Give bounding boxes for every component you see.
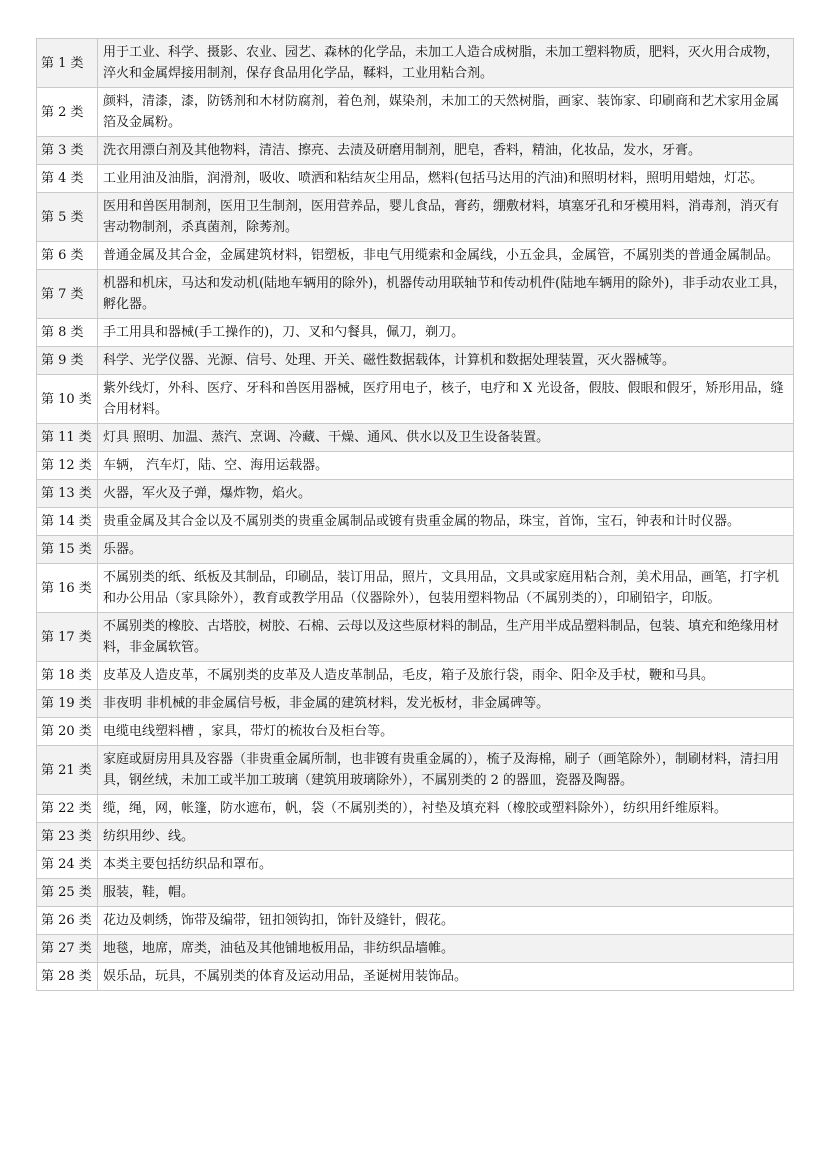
class-description: 洗衣用漂白剂及其他物料，清洁、擦亮、去渍及研磨用制剂，肥皂，香料，精油，化妆品，发水，牙膏。 (98, 137, 794, 165)
class-description: 手工用具和器械(手工操作的)，刀、叉和勺餐具，佩刀，剃刀。 (98, 319, 794, 347)
class-description: 娱乐品，玩具，不属别类的体育及运动用品，圣诞树用装饰品。 (98, 963, 794, 991)
table-row (37, 193, 794, 242)
class-number: 第 9 类 (37, 347, 98, 375)
table-row (37, 452, 794, 480)
table-row (37, 165, 794, 193)
class-number: 第 11 类 (37, 424, 98, 452)
class-description: 普通金属及其合金，金属建筑材料，铝塑板，非电气用缆索和金属线，小五金具，金属管，不属别类的普通金属制品。 (98, 242, 794, 270)
table-row (37, 690, 794, 718)
class-description: 紫外线灯，外科、医疗、牙科和兽医用器械，医疗用电子，核子，电疗和 X 光设备，假肢、假眼和假牙，矫形用品，缝合用材料。 (98, 375, 794, 424)
class-number: 第 4 类 (37, 165, 98, 193)
class-number: 第 10 类 (37, 375, 98, 424)
class-number: 第 7 类 (37, 270, 98, 319)
class-description: 火器，军火及子弹，爆炸物，焰火。 (98, 480, 794, 508)
table-row (37, 319, 794, 347)
class-description: 颜料，清漆，漆，防锈剂和木材防腐剂，着色剂，媒染剂，未加工的天然树脂，画家、装饰家、印刷商和艺术家用金属箔及金属粉。 (98, 88, 794, 137)
table-row (37, 242, 794, 270)
class-number: 第 18 类 (37, 662, 98, 690)
table-row (37, 508, 794, 536)
class-description: 不属别类的纸、纸板及其制品，印刷品，装订用品，照片，文具用品，文具或家庭用粘合剂，美术用品，画笔，打字机和办公用品（家具除外），教育或教学用品（仪器除外），包装用塑料物品（不属别类的），印刷铅字，印版。 (98, 564, 794, 613)
class-description: 非夜明 非机械的非金属信号板，非金属的建筑材料，发光板材，非金属碑等。 (98, 690, 794, 718)
table-row (37, 39, 794, 88)
class-description: 机器和机床，马达和发动机(陆地车辆用的除外)，机器传动用联轴节和传动机件(陆地车辆用的除外)，非手动农业工具，孵化器。 (98, 270, 794, 319)
trademark-class-table (36, 38, 794, 991)
table-row (37, 480, 794, 508)
class-description: 缆，绳，网，帐篷，防水遮布，帆，袋（不属别类的），衬垫及填充料（橡胶或塑料除外），纺织用纤维原料。 (98, 795, 794, 823)
class-description: 工业用油及油脂，润滑剂，吸收、喷洒和粘结灰尘用品，燃料(包括马达用的汽油)和照明材料，照明用蜡烛，灯芯。 (98, 165, 794, 193)
class-number: 第 1 类 (37, 39, 98, 88)
class-description: 花边及刺绣，饰带及编带，钮扣领钩扣，饰针及缝针，假花。 (98, 907, 794, 935)
class-number: 第 8 类 (37, 319, 98, 347)
class-number: 第 17 类 (37, 613, 98, 662)
table-row (37, 137, 794, 165)
class-number: 第 2 类 (37, 88, 98, 137)
table-body (37, 39, 794, 991)
table-row (37, 662, 794, 690)
class-description: 乐器。 (98, 536, 794, 564)
table-row (37, 879, 794, 907)
table-row (37, 347, 794, 375)
class-description: 车辆， 汽车灯，陆、空、海用运载器。 (98, 452, 794, 480)
class-description: 不属别类的橡胶、古塔胶，树胶、石棉、云母以及这些原材料的制品，生产用半成品塑料制品，包装、填充和绝缘用材料，非金属软管。 (98, 613, 794, 662)
table-row (37, 907, 794, 935)
table-row (37, 564, 794, 613)
table-row (37, 963, 794, 991)
class-description: 灯具 照明、加温、蒸汽、烹调、冷藏、干燥、通风、供水以及卫生设备装置。 (98, 424, 794, 452)
class-description: 本类主要包括纺织品和罩布。 (98, 851, 794, 879)
class-number: 第 6 类 (37, 242, 98, 270)
class-description: 科学、光学仪器、光源、信号、处理、开关、磁性数据载体，计算机和数据处理装置，灭火器械等。 (98, 347, 794, 375)
class-description: 纺织用纱、线。 (98, 823, 794, 851)
table-row (37, 851, 794, 879)
class-number: 第 15 类 (37, 536, 98, 564)
table-row (37, 718, 794, 746)
class-description: 地毯，地席，席类，油毡及其他铺地板用品，非纺织品墙帷。 (98, 935, 794, 963)
table-row (37, 935, 794, 963)
class-number: 第 19 类 (37, 690, 98, 718)
class-description: 皮革及人造皮革，不属别类的皮革及人造皮革制品，毛皮，箱子及旅行袋，雨伞、阳伞及手杖，鞭和马具。 (98, 662, 794, 690)
class-description: 服装，鞋，帽。 (98, 879, 794, 907)
class-number: 第 16 类 (37, 564, 98, 613)
table-row (37, 613, 794, 662)
class-description: 贵重金属及其合金以及不属别类的贵重金属制品或镀有贵重金属的物品，珠宝，首饰，宝石，钟表和计时仪器。 (98, 508, 794, 536)
class-number: 第 27 类 (37, 935, 98, 963)
table-row (37, 270, 794, 319)
class-number: 第 23 类 (37, 823, 98, 851)
class-number: 第 25 类 (37, 879, 98, 907)
class-number: 第 5 类 (37, 193, 98, 242)
class-number: 第 3 类 (37, 137, 98, 165)
table-row (37, 823, 794, 851)
class-description: 医用和兽医用制剂，医用卫生制剂，医用营养品，婴儿食品，膏药，绷敷材料，填塞牙孔和牙模用料，消毒剂，消灭有害动物制剂，杀真菌剂，除莠剂。 (98, 193, 794, 242)
table-row (37, 375, 794, 424)
class-description: 家庭或厨房用具及容器（非贵重金属所制，也非镀有贵重金属的），梳子及海棉，刷子（画笔除外），制刷材料，清扫用具，钢丝绒，未加工或半加工玻璃（建筑用玻璃除外），不属别类的 2 的器皿，瓷器及陶器。 (98, 746, 794, 795)
class-number: 第 21 类 (37, 746, 98, 795)
table-row (37, 536, 794, 564)
table-row (37, 746, 794, 795)
class-number: 第 28 类 (37, 963, 98, 991)
table-row (37, 88, 794, 137)
class-number: 第 26 类 (37, 907, 98, 935)
class-number: 第 12 类 (37, 452, 98, 480)
class-number: 第 14 类 (37, 508, 98, 536)
class-number: 第 22 类 (37, 795, 98, 823)
class-description: 电缆电线塑料槽 ，家具，带灯的梳妆台及柜台等。 (98, 718, 794, 746)
table-row (37, 795, 794, 823)
table-row (37, 424, 794, 452)
class-number: 第 20 类 (37, 718, 98, 746)
class-number: 第 24 类 (37, 851, 98, 879)
class-number: 第 13 类 (37, 480, 98, 508)
class-description: 用于工业、科学、摄影、农业、园艺、森林的化学品，未加工人造合成树脂，未加工塑料物质，肥料，灭火用合成物，淬火和金属焊接用制剂，保存食品用化学品，鞣料，工业用粘合剂。 (98, 39, 794, 88)
